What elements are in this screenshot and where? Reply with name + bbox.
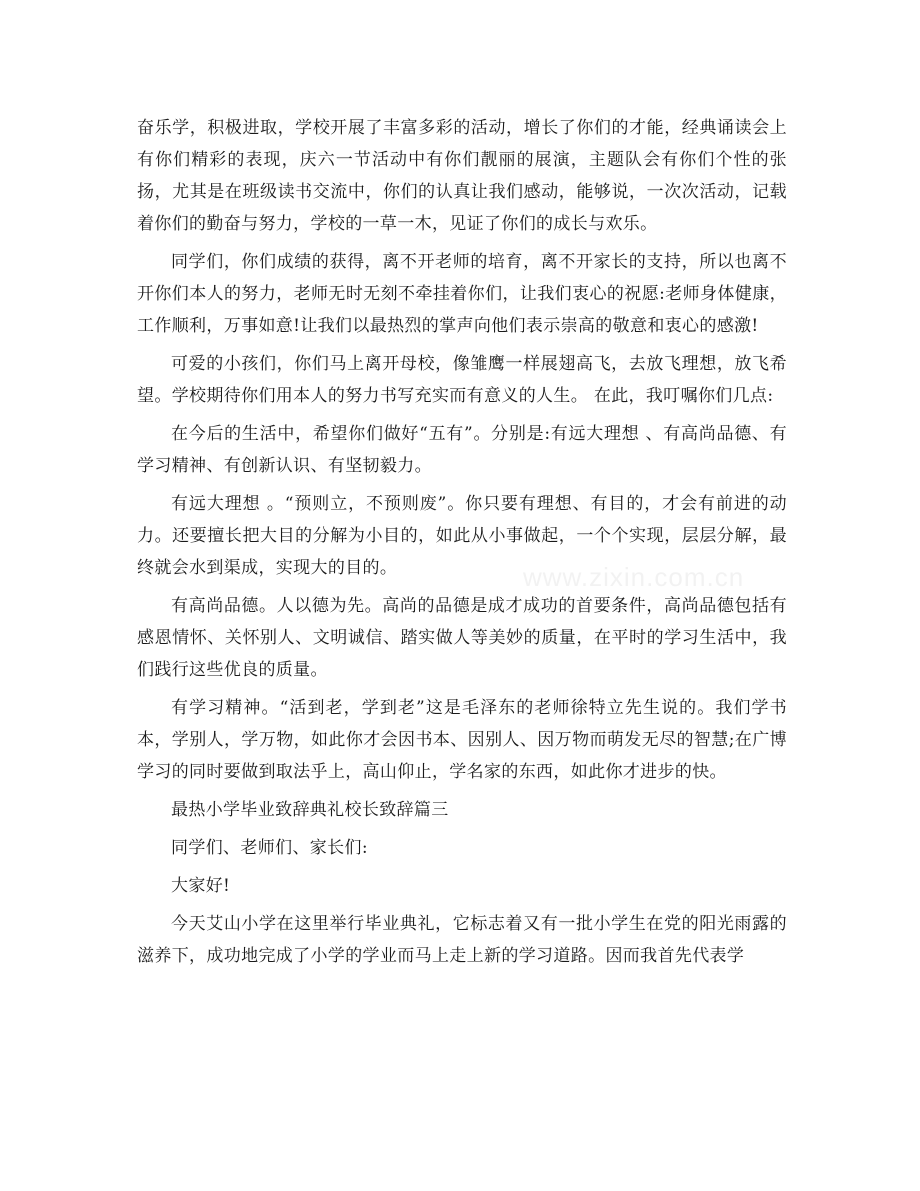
paragraph-6: 有高尚品德。人以德为先。高尚的品德是成才成功的首要条件，高尚品德包括有感恩情怀、关怀别人、文明诚信、踏实做人等美妙的质量，在平时的学习生活中，我们践行这些优良的质量。 [137, 596, 787, 680]
paragraph-2: 同学们，你们成绩的获得，离不开老师的培育，离不开家长的支持，所以也离不开你们本人的努力，老师无时无刻不牵挂着你们，让我们衷心的祝愿:老师身体健康，工作顺利，万事如意!让我们以最热烈的掌声向他们表示崇高的敬意和衷心的感激! [137, 252, 787, 336]
watermark: www.zixin.com.cn [523, 562, 745, 592]
paragraph-3: 可爱的小孩们，你们马上离开母校，像雏鹰一样展翅高飞，去放飞理想，放飞希望。学校期待你们用本人的努力书写充实而有意义的人生。 在此，我叮嘱你们几点: [137, 354, 787, 406]
paragraph-11: 今天艾山小学在这里举行毕业典礼，它标志着又有一批小学生在党的阳光雨露的滋养下，成功地完成了小学的学业而马上走上新的学习道路。因而我首先代表学 [137, 914, 787, 966]
paragraph-5: 有远大理想 。“预则立，不预则废”。你只要有理想、有目的，才会有前进的动力。还要擅长把大目的分解为小目的，如此从小事做起，一个个实现，层层分解，最终就会水到渠成，实现大的目的。 [137, 494, 787, 578]
paragraph-7: 有学习精神。“活到老，学到老”这是毛泽东的老师徐特立先生说的。我们学书本，学别人，学万物，如此你才会因书本、因别人、因万物而萌发无尽的智慧;在广博学习的同时要做到取法乎上，高山仰止，学名家的东西，如此你才进步的快。 [137, 698, 787, 782]
paragraph-4: 在今后的生活中，希望你们做好“五有”。分别是:有远大理想 、有高尚品德、有学习精神、有创新认识、有坚韧毅力。 [137, 424, 787, 476]
paragraph-1: 奋乐学，积极进取，学校开展了丰富多彩的活动，增长了你们的才能，经典诵读会上有你们精彩的表现，庆六一节活动中有你们靓丽的展演，主题队会有你们个性的张扬，尤其是在班级读书交流中，你们的认真让我们感动，能够说，一次次活动，记载着你们的勤奋与努力，学校的一草一木，见证了你们的成长与欢乐。 [137, 118, 787, 234]
document-body [137, 112, 787, 978]
section-heading: 最热小学毕业致辞典礼校长致辞篇三 [171, 800, 449, 820]
salutation: 同学们、老师们、家长们: [171, 838, 368, 858]
greeting: 大家好! [171, 876, 231, 896]
